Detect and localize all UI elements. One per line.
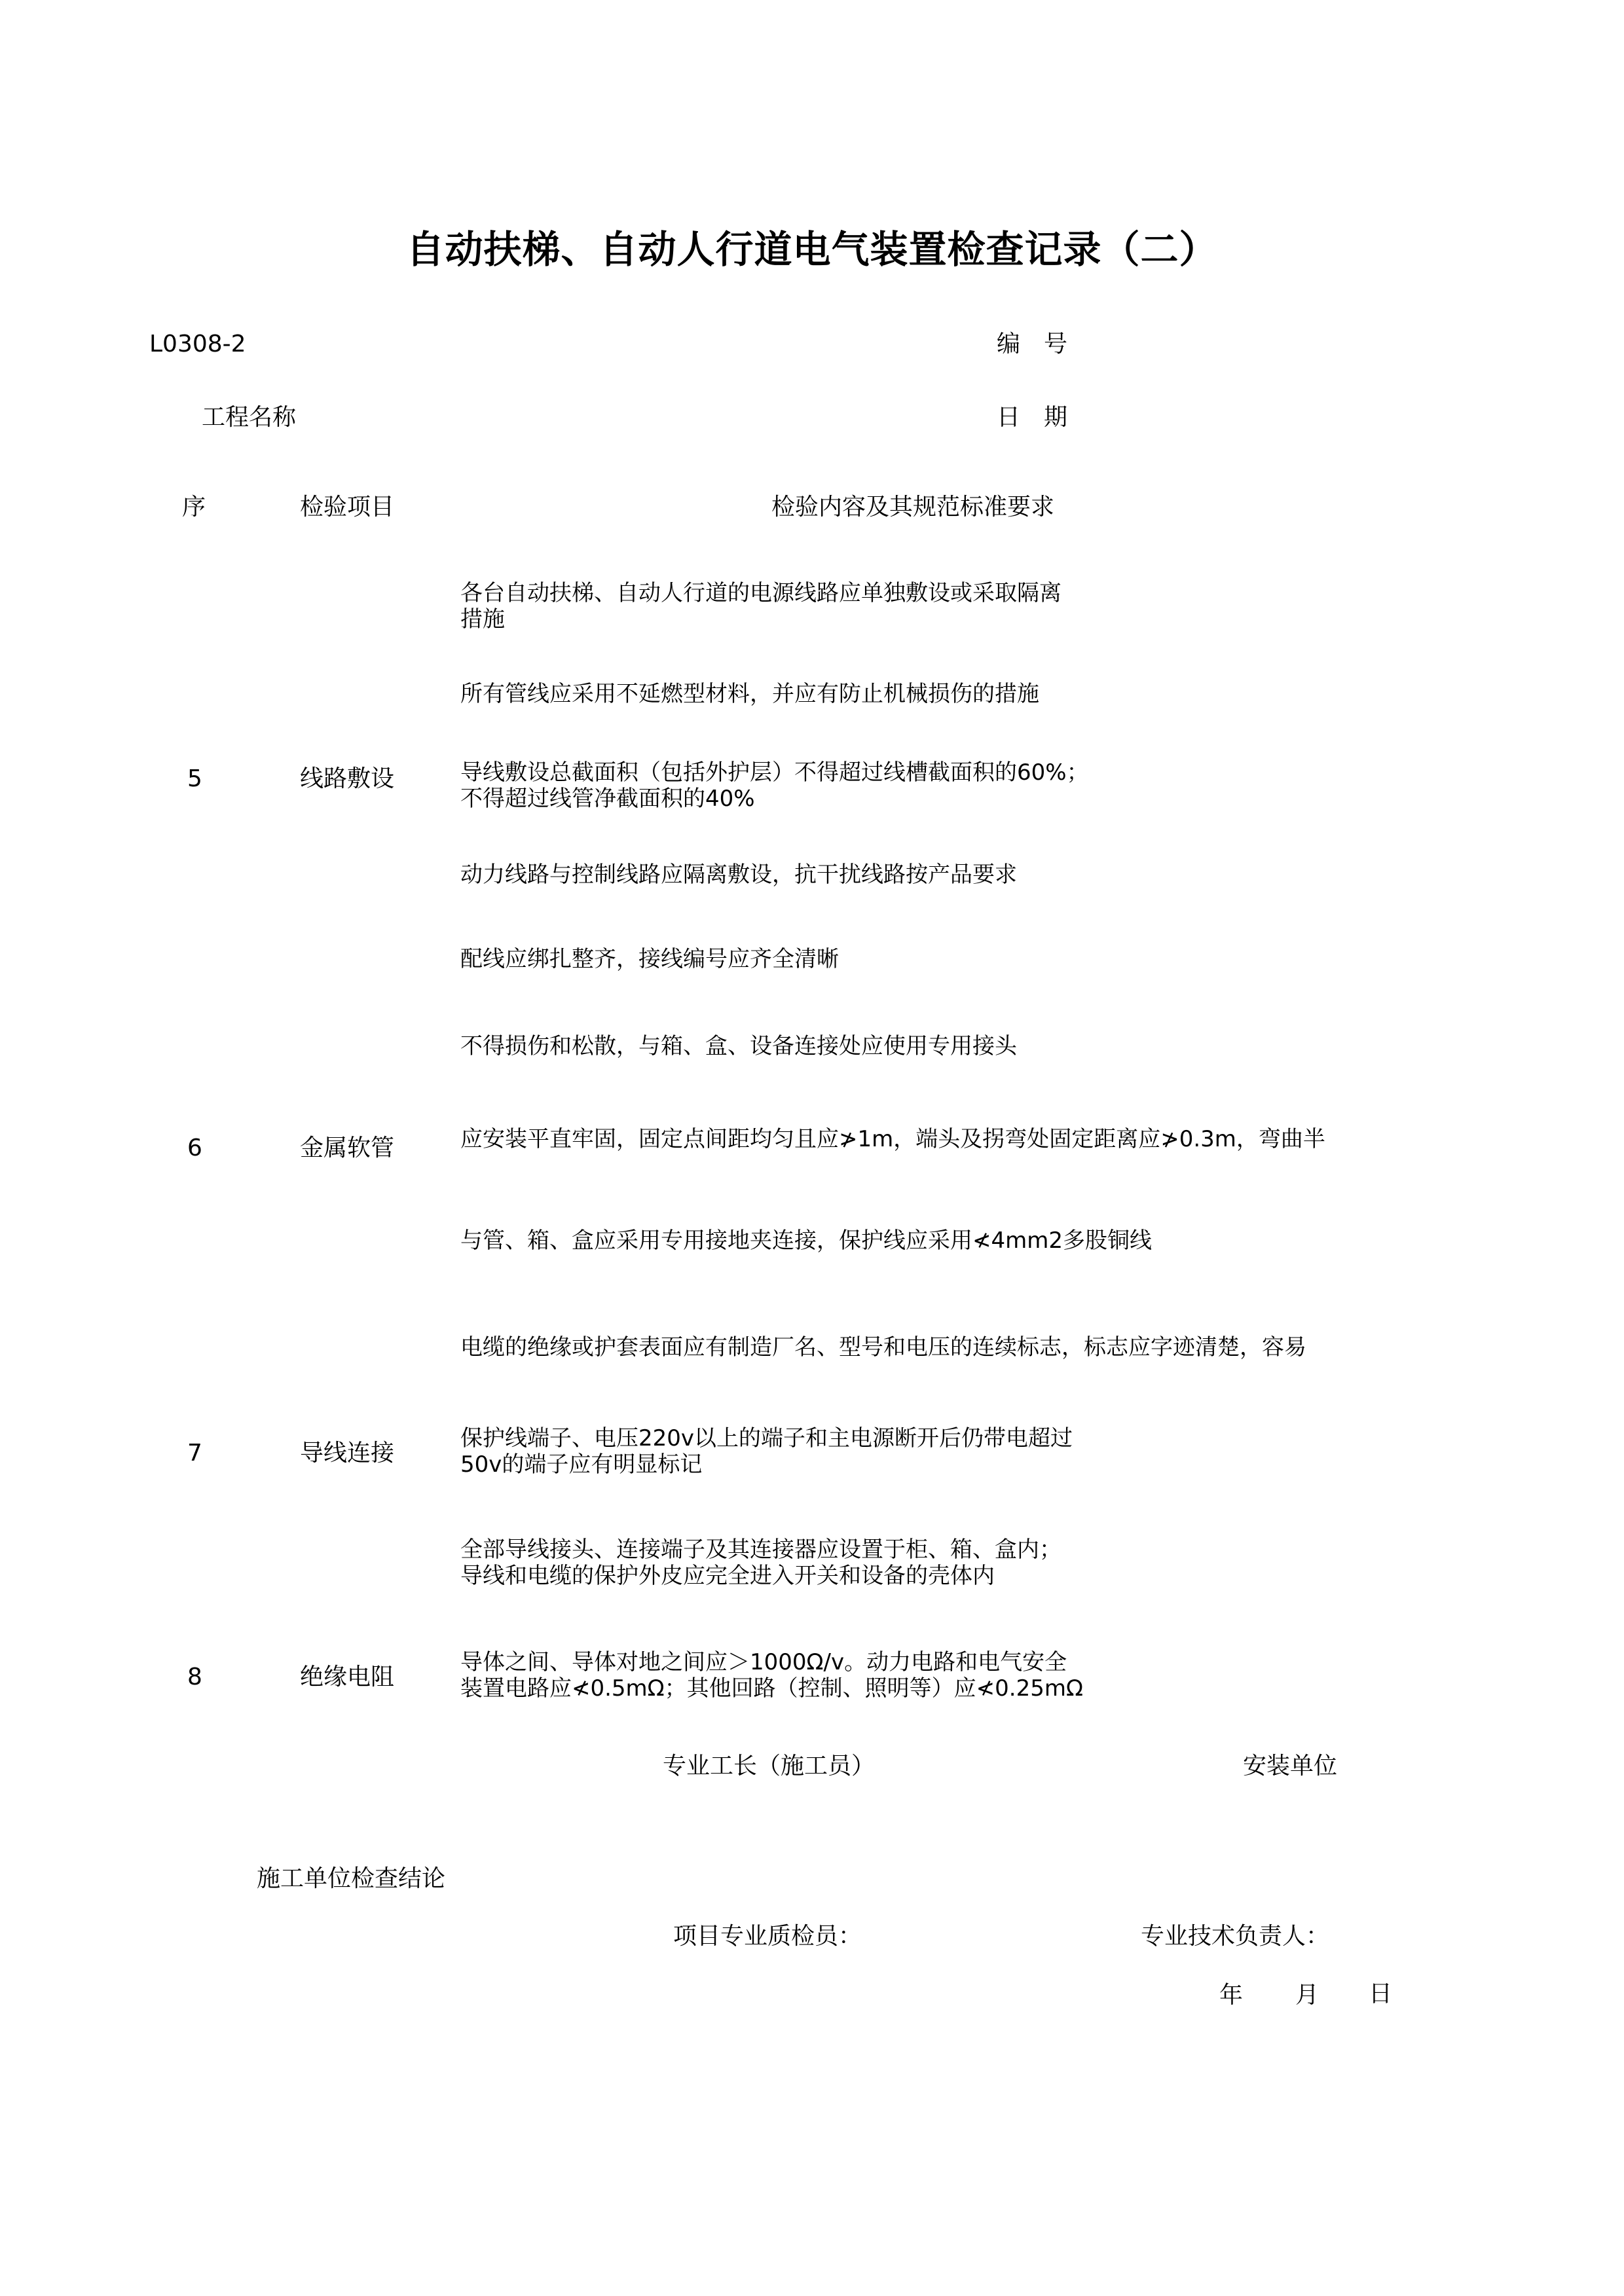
requirement-text: 动力线路与控制线路应隔离敷设，抗干扰线路按产品要求	[460, 862, 1017, 888]
requirement-text: 保护线端子、电压220v以上的端子和主电源断开后仍带电超过 50v的端子应有明显标记	[460, 1425, 1073, 1478]
requirement-text: 导线敷设总截面积（包括外护层）不得超过线槽截面积的60%； 不得超过线管净截面积的40%	[460, 759, 1089, 812]
column-header-content: 检验内容及其规范标准要求	[771, 494, 1055, 520]
form-code: L0308-2	[149, 331, 246, 357]
requirement-text: 所有管线应采用不延燃型材料，并应有防止机械损伤的措施	[460, 681, 1039, 707]
day-label: 日	[1369, 1980, 1393, 2007]
number-label: 编 号	[997, 331, 1068, 357]
column-header-seq: 序	[182, 494, 206, 520]
page-title: 自动扶梯、自动人行道电气装置检查记录（二）	[406, 227, 1218, 272]
requirement-text: 全部导线接头、连接端子及其连接器应设置于柜、箱、盒内； 导线和电缆的保护外皮应完全进入开关和设备的壳体内	[460, 1537, 1061, 1589]
requirement-text: 导体之间、导体对地之间应＞1000Ω/v。动力电路和电气安全 装置电路应≮0.5mΩ；其他回路（控制、照明等）应≮0.25mΩ	[460, 1649, 1083, 1702]
requirement-text: 电缆的绝缘或护套表面应有制造厂名、型号和电压的连续标志，标志应字迹清楚，容易	[460, 1334, 1306, 1360]
section-seq: 6	[187, 1135, 202, 1161]
foreman-label: 专业工长（施工员）	[663, 1753, 876, 1779]
requirement-text: 各台自动扶梯、自动人行道的电源线路应单独敷设或采取隔离 措施	[460, 580, 1061, 632]
requirement-text: 不得损伤和松散，与箱、盒、设备连接处应使用专用接头	[460, 1033, 1017, 1059]
conclusion-label: 施工单位检查结论	[257, 1865, 446, 1892]
qc-inspector-label: 项目专业质检员：	[673, 1923, 862, 1950]
requirement-text: 配线应绑扎整齐，接线编号应齐全清晰	[460, 946, 839, 972]
installer-label: 安装单位	[1243, 1753, 1338, 1779]
section-seq: 7	[187, 1440, 202, 1467]
column-header-item: 检验项目	[300, 494, 395, 520]
requirement-text: 与管、箱、盒应采用专用接地夹连接，保护线应采用≮4mm2多股铜线	[460, 1228, 1152, 1254]
requirement-text: 应安装平直牢固，固定点间距均匀且应≯1m，端头及拐弯处固定距离应≯0.3m，弯曲半	[460, 1126, 1325, 1152]
month-label: 月	[1295, 1982, 1320, 2009]
year-label: 年	[1219, 1982, 1244, 2009]
section-item: 线路敷设	[300, 765, 395, 792]
section-item: 导线连接	[300, 1440, 395, 1467]
section-item: 绝缘电阻	[300, 1664, 395, 1690]
section-seq: 8	[187, 1664, 202, 1690]
section-seq: 5	[187, 765, 202, 792]
tech-lead-label: 专业技术负责人：	[1141, 1923, 1330, 1950]
section-item: 金属软管	[300, 1135, 395, 1161]
project-name-label: 工程名称	[202, 404, 297, 431]
date-label: 日 期	[997, 404, 1068, 431]
